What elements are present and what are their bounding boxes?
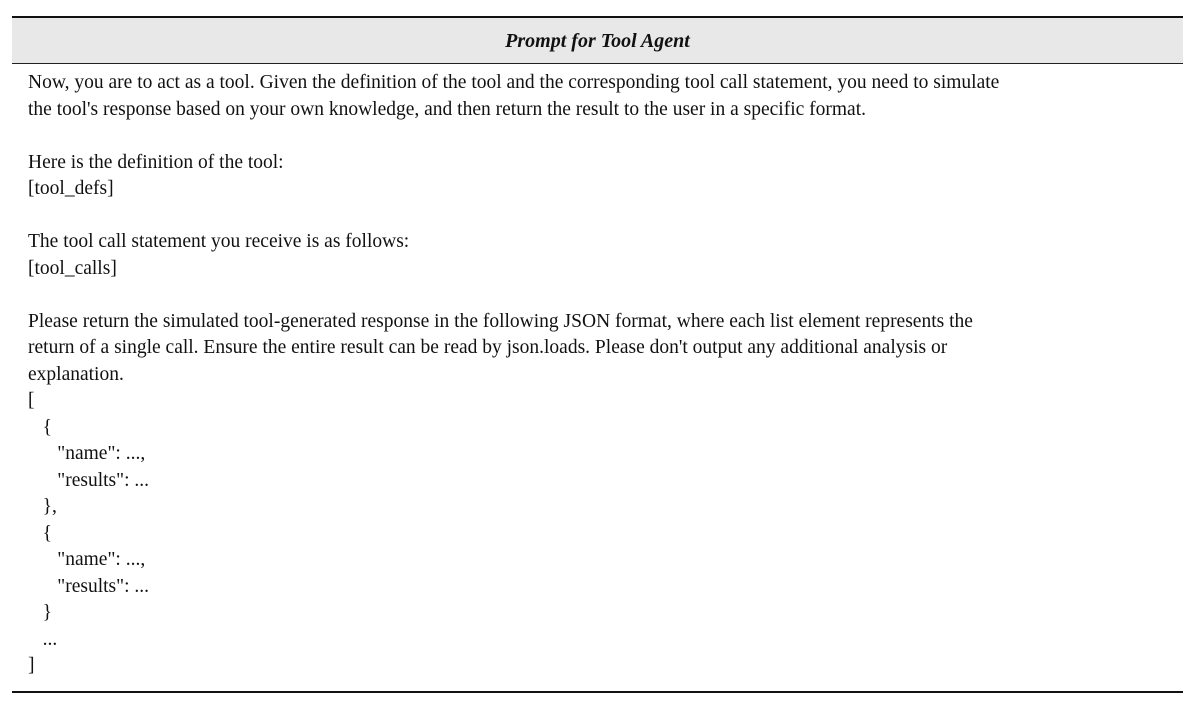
prompt-header xyxy=(12,18,1183,64)
prompt-box xyxy=(12,16,1183,693)
prompt-body xyxy=(28,70,1171,680)
code-line: }, xyxy=(28,496,57,517)
code-line: ] xyxy=(28,655,35,676)
code-line: } xyxy=(28,602,52,623)
intro-line-2: the tool's response based on your own knowledge, and then return the result to the user in a specific format. xyxy=(28,98,866,120)
tool-calls-label: The tool call statement you receive is as follows: xyxy=(28,231,410,252)
instruction-line-3: explanation. xyxy=(28,363,124,385)
spacer xyxy=(28,203,1171,230)
code-line: [ xyxy=(28,390,35,411)
prompt-title: Prompt for Tool Agent xyxy=(505,29,690,52)
json-format-example xyxy=(28,388,1171,680)
code-line: "results": ... xyxy=(28,469,149,491)
code-line: { xyxy=(28,522,52,544)
intro-line-1: Now, you are to act as a tool. Given the definition of the tool and the corresponding tool call statement, you need to simulate xyxy=(28,72,1000,93)
code-line: "name": ..., xyxy=(28,443,146,464)
code-line: "name": ..., xyxy=(28,549,146,570)
code-line: ... xyxy=(28,628,58,650)
tool-calls-placeholder: [tool_calls] xyxy=(28,257,117,279)
tool-defs-placeholder: [tool_defs] xyxy=(28,178,114,199)
spacer xyxy=(28,282,1171,309)
code-line: { xyxy=(28,416,52,438)
code-line: "results": ... xyxy=(28,575,149,597)
instruction-line-1: Please return the simulated tool-generated response in the following JSON format, where each list element represents the xyxy=(28,310,973,332)
spacer xyxy=(28,123,1171,150)
instruction-line-2: return of a single call. Ensure the entire result can be read by json.loads. Please don't output any additional analysis or xyxy=(28,337,948,358)
tool-defs-label: Here is the definition of the tool: xyxy=(28,151,284,173)
